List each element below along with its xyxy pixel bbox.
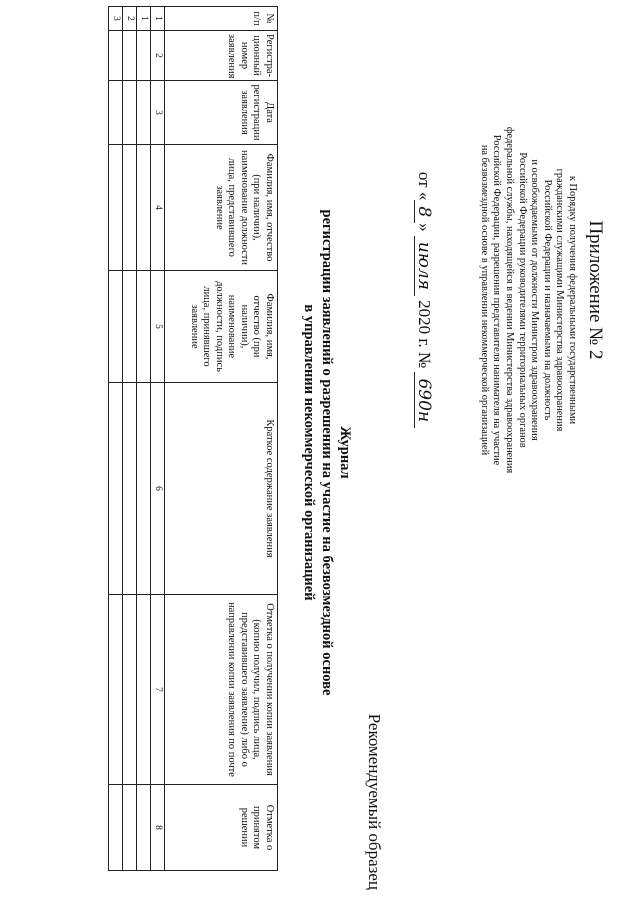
header-cell: Дата регистрации заявления	[165, 81, 278, 145]
table-cell	[123, 31, 137, 81]
table-cell	[123, 81, 137, 145]
recommended-sample-label: Рекомендуемый образец	[365, 713, 384, 890]
basis-line: и освобождаемыми от должности Министром здравоохранения	[529, 159, 541, 441]
table-row	[137, 7, 151, 871]
column-number: 4	[151, 145, 165, 271]
date-prefix: от «	[415, 171, 434, 201]
table-row	[109, 7, 123, 871]
header-cell: Фамилия, имя, отчество (при наличии), наименование должности лица, представившего заявление	[165, 145, 278, 271]
table-cell	[137, 595, 151, 785]
table-cell	[137, 785, 151, 871]
table-cell: 3	[109, 7, 123, 31]
table-cell	[109, 145, 123, 271]
appendix-date	[414, 80, 434, 520]
table-cell	[109, 785, 123, 871]
column-number: 5	[151, 271, 165, 383]
header-cell: № п/п	[165, 7, 278, 31]
header-cell: Регистра-ционный номер заявления	[165, 31, 278, 81]
table-cell: 1	[137, 7, 151, 31]
date-mid: »	[415, 223, 434, 232]
table-row	[123, 7, 137, 871]
date-month-handwritten: июля	[414, 236, 433, 296]
date-year: 2020 г. №	[415, 300, 434, 369]
table-cell	[109, 595, 123, 785]
table-cell	[109, 31, 123, 81]
table-cell	[123, 271, 137, 383]
basis-line: Российской Федерации руководителями территориальных органов	[516, 152, 528, 448]
header-cell: Отметка о получении копии заявления (копию получил, подпись лица, представившего заявление) либо о направлении копии заявления по почте	[165, 595, 278, 785]
basis-line: Российской Федерации и назначаемыми на должность	[541, 179, 553, 421]
header-cell: Фамилия, имя, отчество (при наличии), наименование должности, подпись лица, принявшего заявление	[165, 271, 278, 383]
table-cell	[109, 383, 123, 595]
date-day-handwritten: 8	[414, 200, 433, 223]
column-number: 1	[151, 7, 165, 31]
table-cell	[137, 271, 151, 383]
journal-heading: Журнал	[337, 426, 353, 479]
column-number: 6	[151, 383, 165, 595]
table-cell	[123, 595, 137, 785]
table-cell: 2	[123, 7, 137, 31]
journal-subtitle: регистрации заявлений о разрешении на участие на безвозмездной основе	[319, 209, 335, 696]
column-number: 3	[151, 81, 165, 145]
header-cell: Отметка о принятом решении	[165, 785, 278, 871]
table-header-row	[165, 7, 278, 871]
appendix-title: Приложение № 2	[585, 220, 606, 360]
basis-line: Российской Федерации, разрешения представителя нанимателя на участие	[491, 134, 503, 466]
basis-line: к Порядку получения федеральными государственными	[567, 175, 578, 425]
journal-title	[300, 0, 354, 905]
header-cell: Краткое содержание заявления	[165, 383, 278, 595]
table-cell	[137, 145, 151, 271]
column-number-row	[151, 7, 165, 871]
journal-table	[108, 6, 278, 871]
basis-line: федеральной службы, находящейся в ведении Министерства здравоохранения	[504, 126, 516, 474]
column-number: 2	[151, 31, 165, 81]
table-cell	[123, 383, 137, 595]
basis-line: гражданскими служащими Министерства здравоохранения	[554, 168, 566, 432]
table-cell	[137, 31, 151, 81]
table-cell	[137, 81, 151, 145]
journal-subtitle: в управлении некоммерческой организацией	[301, 304, 317, 601]
table-cell	[123, 145, 137, 271]
appendix-basis	[477, 50, 578, 550]
table-cell	[109, 81, 123, 145]
table-cell	[109, 271, 123, 383]
order-number-handwritten: 690н	[414, 372, 433, 428]
basis-line: на безвозмездной основе в управлении некоммерческой организацией	[478, 144, 490, 456]
table-cell	[123, 785, 137, 871]
column-number: 7	[151, 595, 165, 785]
table-cell	[137, 383, 151, 595]
column-number: 8	[151, 785, 165, 871]
